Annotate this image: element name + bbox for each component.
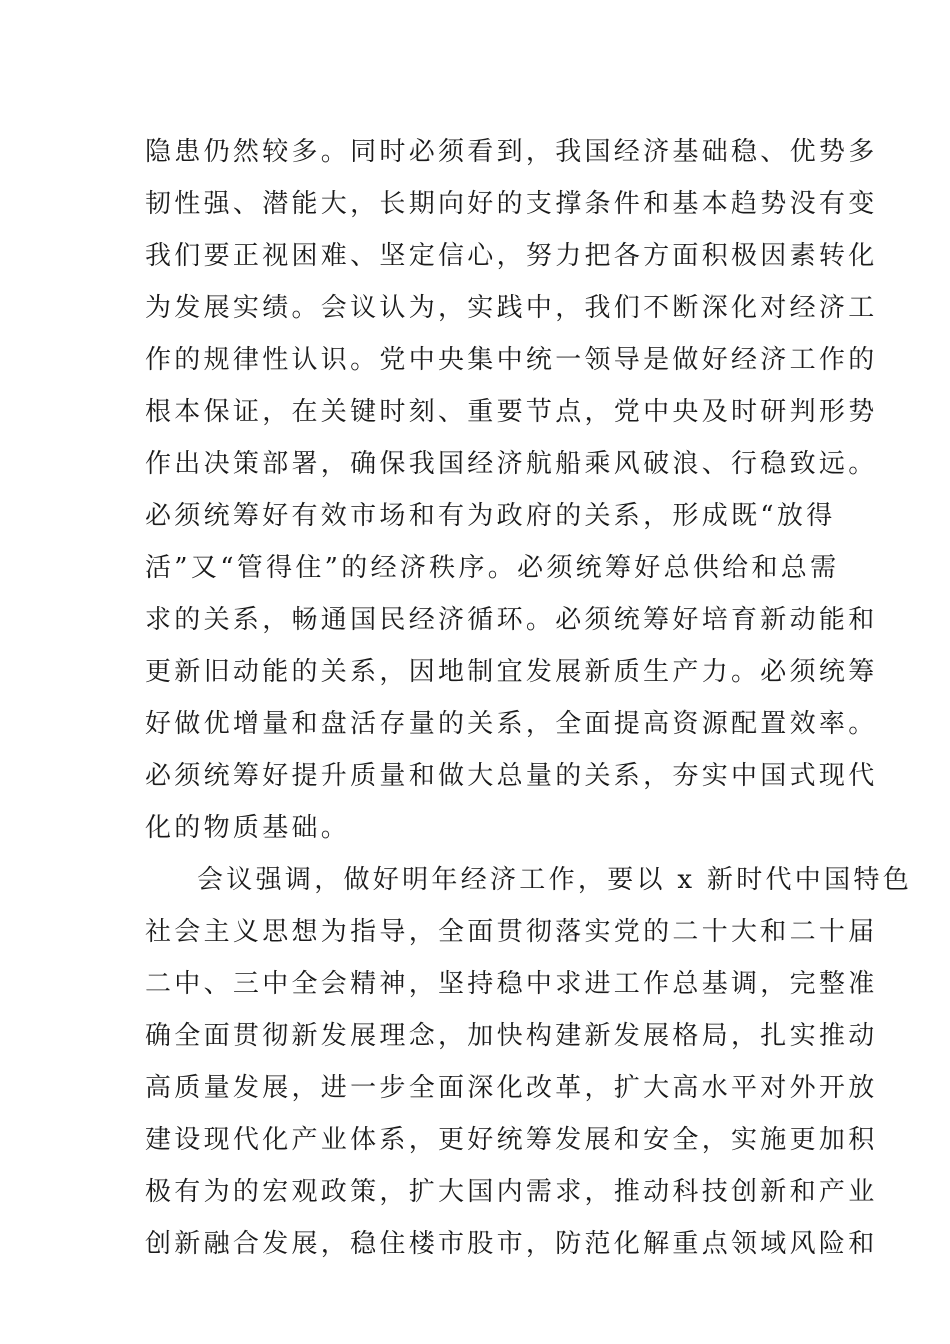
text-line: 建设现代化产业体系，更好统筹发展和安全，实施更加积 <box>145 1125 878 1155</box>
text-line: 化的物质基础。 <box>145 813 351 843</box>
text-line: 创新融合发展，稳住楼市股市，防范化解重点领域风险和 <box>145 1229 878 1259</box>
text-line: 更新旧动能的关系，因地制宜发展新质生产力。必须统筹 <box>145 657 878 687</box>
text-line: 好做优增量和盘活存量的关系，全面提高资源配置效率。 <box>145 709 878 739</box>
text-line: 必须统筹好提升质量和做大总量的关系，夯实中国式现代 <box>145 761 878 791</box>
text-line: 为发展实绩。会议认为，实践中，我们不断深化对经济工 <box>145 293 878 323</box>
text-line: 活”又“管得住”的经济秩序。必须统筹好总供给和总需 <box>145 553 840 583</box>
text-line: 求的关系，畅通国民经济循环。必须统筹好培育新动能和 <box>145 605 878 635</box>
text-line: 确全面贯彻新发展理念，加快构建新发展格局，扎实推动 <box>145 1021 878 1051</box>
paragraph-first-line: 会议强调，做好明年经济工作，要以 x 新时代中国特色 <box>197 865 912 895</box>
text-line: 必须统筹好有效市场和有为政府的关系，形成既“放得 <box>145 501 836 531</box>
text-line: 隐患仍然较多。同时必须看到，我国经济基础稳、优势多 <box>145 137 878 167</box>
text-line: 二中、三中全会精神，坚持稳中求进工作总基调，完整准 <box>145 969 878 999</box>
text-line: 作出决策部署，确保我国经济航船乘风破浪、行稳致远。 <box>145 449 878 479</box>
text-line: 极有为的宏观政策，扩大国内需求，推动科技创新和产业 <box>145 1177 878 1207</box>
text-line: 高质量发展，进一步全面深化改革，扩大高水平对外开放 <box>145 1073 878 1103</box>
text-line: 社会主义思想为指导，全面贯彻落实党的二十大和二十届 <box>145 917 878 947</box>
text-line: 韧性强、潜能大，长期向好的支撑条件和基本趋势没有变 <box>145 189 878 219</box>
text-line: 根本保证，在关键时刻、重要节点，党中央及时研判形势 <box>145 397 878 427</box>
body-text <box>145 126 912 1270</box>
text-line: 我们要正视困难、坚定信心，努力把各方面积极因素转化 <box>145 241 878 271</box>
text-line: 作的规律性认识。党中央集中统一领导是做好经济工作的 <box>145 345 878 375</box>
